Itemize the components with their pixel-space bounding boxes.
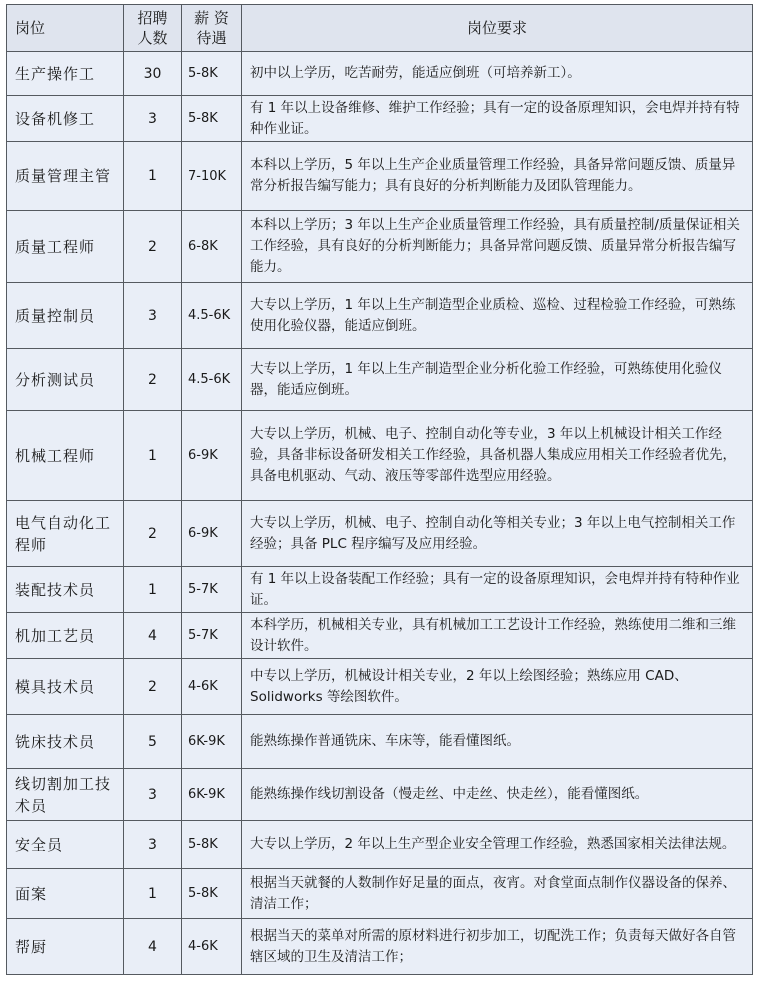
- requirement-cell: 本科以上学历；3 年以上生产企业质量管理工作经验，具有质量控制/质量保证相关工作经验，具有良好的分析判断能力；具备异常问题反馈、质量异常分析报告编写能力。: [242, 211, 753, 283]
- requirement-cell: 初中以上学历，吃苦耐劳，能适应倒班（可培养新工）。: [242, 52, 753, 96]
- salary-cell: 6K-9K: [182, 715, 242, 769]
- salary-cell: 6-9K: [182, 501, 242, 567]
- requirement-cell: 根据当天就餐的人数制作好足量的面点，夜宵。对食堂面点制作仪器设备的保养、清洁工作；: [242, 869, 753, 919]
- position-cell: 装配技术员: [7, 567, 124, 613]
- table-row: [7, 211, 753, 283]
- salary-cell: 4-6K: [182, 659, 242, 715]
- requirement-cell: 大专以上学历，1 年以上生产制造型企业质检、巡检、过程检验工作经验，可熟练使用化验仪器，能适应倒班。: [242, 283, 753, 349]
- table-row: [7, 659, 753, 715]
- header-count: [124, 5, 182, 52]
- position-cell: 质量管理主管: [7, 142, 124, 211]
- header-count-line2: 人数: [137, 29, 168, 47]
- table-row: [7, 567, 753, 613]
- table-row: [7, 821, 753, 869]
- header-salary-line2: 待遇: [196, 29, 227, 47]
- requirement-cell: 本科以上学历，5 年以上生产企业质量管理工作经验，具备异常问题反馈、质量异常分析报告编写能力；具有良好的分析判断能力及团队管理能力。: [242, 142, 753, 211]
- header-position: 岗位: [7, 5, 124, 52]
- count-cell: 2: [124, 349, 182, 411]
- table-row: [7, 715, 753, 769]
- salary-cell: 6-9K: [182, 411, 242, 501]
- header-requirement: 岗位要求: [242, 5, 753, 52]
- position-cell: 线切割加工技术员: [7, 769, 124, 821]
- salary-cell: 7-10K: [182, 142, 242, 211]
- position-cell: 铣床技术员: [7, 715, 124, 769]
- position-cell: 质量工程师: [7, 211, 124, 283]
- requirement-cell: 能熟练操作线切割设备（慢走丝、中走丝、快走丝），能看懂图纸。: [242, 769, 753, 821]
- requirement-cell: 大专以上学历，机械、电子、控制自动化等专业，3 年以上机械设计相关工作经验，具备非标设备研发相关工作经验，具备机器人集成应用相关工作经验者优先，具备电机驱动、气动、液压等零部件选型应用经验。: [242, 411, 753, 501]
- requirement-cell: 大专以上学历，机械、电子、控制自动化等相关专业；3 年以上电气控制相关工作经验；具备 PLC 程序编写及应用经验。: [242, 501, 753, 567]
- table-row: [7, 52, 753, 96]
- salary-cell: 4-6K: [182, 919, 242, 975]
- position-cell: 电气自动化工程师: [7, 501, 124, 567]
- requirement-cell: 大专以上学历，2 年以上生产型企业安全管理工作经验，熟悉国家相关法律法规。: [242, 821, 753, 869]
- position-cell: 质量控制员: [7, 283, 124, 349]
- recruitment-table-container: [6, 4, 752, 975]
- count-cell: 3: [124, 769, 182, 821]
- requirement-cell: 中专以上学历，机械设计相关专业，2 年以上绘图经验；熟练应用 CAD、Solidworks 等绘图软件。: [242, 659, 753, 715]
- count-cell: 2: [124, 501, 182, 567]
- count-cell: 4: [124, 613, 182, 659]
- table-row: [7, 869, 753, 919]
- position-cell: 机加工艺员: [7, 613, 124, 659]
- recruitment-table: [6, 4, 753, 975]
- salary-cell: 6-8K: [182, 211, 242, 283]
- salary-cell: 5-7K: [182, 567, 242, 613]
- position-cell: 分析测试员: [7, 349, 124, 411]
- table-row: [7, 919, 753, 975]
- table-row: [7, 96, 753, 142]
- requirement-cell: 有 1 年以上设备维修、维护工作经验；具有一定的设备原理知识，会电焊并持有特种作业证。: [242, 96, 753, 142]
- salary-cell: 5-8K: [182, 821, 242, 869]
- requirement-cell: 能熟练操作普通铣床、车床等，能看懂图纸。: [242, 715, 753, 769]
- count-cell: 1: [124, 142, 182, 211]
- salary-cell: 4.5-6K: [182, 283, 242, 349]
- count-cell: 5: [124, 715, 182, 769]
- position-cell: 机械工程师: [7, 411, 124, 501]
- count-cell: 1: [124, 869, 182, 919]
- header-count-line1: 招聘: [137, 9, 168, 27]
- count-cell: 30: [124, 52, 182, 96]
- requirement-cell: 本科学历，机械相关专业，具有机械加工工艺设计工作经验，熟练使用二维和三维设计软件。: [242, 613, 753, 659]
- position-cell: 面案: [7, 869, 124, 919]
- requirement-cell: 大专以上学历，1 年以上生产制造型企业分析化验工作经验，可熟练使用化验仪器，能适应倒班。: [242, 349, 753, 411]
- salary-cell: 5-8K: [182, 869, 242, 919]
- position-cell: 生产操作工: [7, 52, 124, 96]
- table-row: [7, 283, 753, 349]
- salary-cell: 5-8K: [182, 52, 242, 96]
- table-row: [7, 411, 753, 501]
- table-row: [7, 769, 753, 821]
- table-row: [7, 501, 753, 567]
- count-cell: 2: [124, 659, 182, 715]
- salary-cell: 6K-9K: [182, 769, 242, 821]
- count-cell: 3: [124, 821, 182, 869]
- requirement-cell: 根据当天的菜单对所需的原材料进行初步加工，切配洗工作；负责每天做好各自管辖区域的卫生及清洁工作；: [242, 919, 753, 975]
- table-row: [7, 349, 753, 411]
- table-row: [7, 142, 753, 211]
- count-cell: 3: [124, 283, 182, 349]
- header-salary: [182, 5, 242, 52]
- position-cell: 帮厨: [7, 919, 124, 975]
- count-cell: 3: [124, 96, 182, 142]
- table-header-row: [7, 5, 753, 52]
- position-cell: 安全员: [7, 821, 124, 869]
- count-cell: 1: [124, 411, 182, 501]
- position-cell: 模具技术员: [7, 659, 124, 715]
- count-cell: 2: [124, 211, 182, 283]
- requirement-cell: 有 1 年以上设备装配工作经验；具有一定的设备原理知识，会电焊并持有特种作业证。: [242, 567, 753, 613]
- salary-cell: 5-8K: [182, 96, 242, 142]
- table-row: [7, 613, 753, 659]
- header-salary-line1: 薪 资: [194, 9, 229, 27]
- count-cell: 1: [124, 567, 182, 613]
- count-cell: 4: [124, 919, 182, 975]
- position-cell: 设备机修工: [7, 96, 124, 142]
- salary-cell: 4.5-6K: [182, 349, 242, 411]
- salary-cell: 5-7K: [182, 613, 242, 659]
